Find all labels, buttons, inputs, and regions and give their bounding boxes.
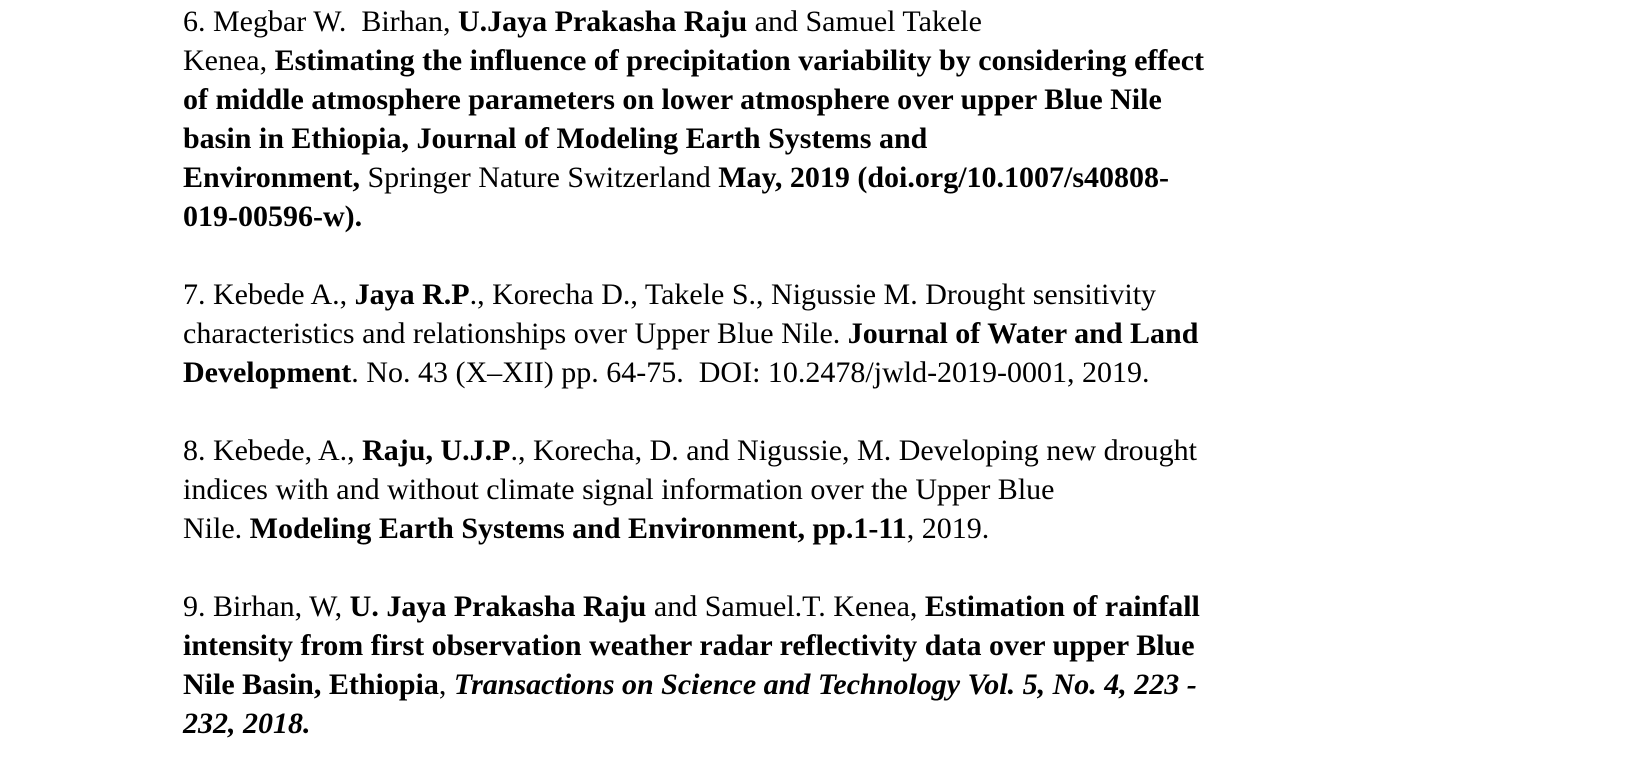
reference-item-8 [183, 431, 1483, 548]
reference-item-9 [183, 587, 1483, 743]
reference-line [183, 665, 1483, 704]
reference-text: 7. Kebede A., [183, 278, 355, 311]
reference-text: and Samuel Takele [747, 5, 982, 38]
reference-bold-text: Raju, U.J.P [362, 434, 511, 467]
reference-line [183, 626, 1483, 665]
reference-bold-text: Jaya R.P [354, 278, 470, 311]
reference-bold-text: of middle atmosphere parameters on lower atmosphere over upper Blue Nile [183, 83, 1162, 116]
reference-text: Springer Nature Switzerland [359, 161, 719, 194]
reference-line [183, 197, 1483, 236]
reference-bold-text: Journal of Water and Land [847, 317, 1199, 350]
reference-bold-text: Estimating the influence of precipitation variability by considering effect [274, 44, 1204, 77]
reference-bold-text: basin in Ethiopia, Journal of Modeling Earth Systems and [183, 122, 928, 155]
reference-text: characteristics and relationships over Upper Blue Nile. [183, 317, 848, 350]
reference-text: 6. Megbar W. Birhan, [183, 5, 458, 38]
reference-line [183, 2, 1483, 41]
reference-text: , 2019. [906, 512, 990, 545]
reference-line [183, 509, 1483, 548]
reference-text: Nile. [183, 512, 250, 545]
reference-line [183, 119, 1483, 158]
reference-bold-text: May, 2019 (doi.org/10.1007/s40808- [718, 161, 1170, 194]
reference-text: . No. 43 (X–XII) pp. 64-75. DOI: 10.2478/jwld-2019-0001, 2019. [351, 356, 1150, 389]
publication-list [183, 2, 1483, 772]
reference-bold-text: 019-00596-w). [183, 200, 363, 233]
reference-text: 9. Birhan, W, [183, 590, 350, 623]
reference-line [183, 41, 1483, 80]
reference-text: and Samuel.T. Kenea, [646, 590, 925, 623]
reference-line [183, 275, 1483, 314]
reference-journal-emphasis-text: Transactions on Science and Technology Vol. 5, No. 4, 223 - [453, 668, 1197, 701]
reference-line [183, 353, 1483, 392]
reference-item-7 [183, 275, 1483, 392]
reference-bold-text: U. Jaya Prakasha Raju [349, 590, 647, 623]
reference-text: 8. Kebede, A., [183, 434, 363, 467]
reference-text: ., Korecha, D. and Nigussie, M. Developing new drought [510, 434, 1197, 467]
reference-line [183, 80, 1483, 119]
reference-line [183, 587, 1483, 626]
reference-line [183, 431, 1483, 470]
reference-text: ., Korecha D., Takele S., Nigussie M. Drought sensitivity [469, 278, 1157, 311]
reference-journal-emphasis-text: 232, 2018. [183, 707, 311, 740]
reference-bold-text: intensity from first observation weather radar reflectivity data over upper Blue [183, 629, 1195, 662]
reference-text: indices with and without climate signal information over the Upper Blue [183, 473, 1055, 506]
reference-line [183, 704, 1483, 743]
reference-line [183, 470, 1483, 509]
reference-bold-text: U.Jaya Prakasha Raju [457, 5, 748, 38]
reference-bold-text: Estimation of rainfall [924, 590, 1200, 623]
reference-bold-text: Nile Basin, Ethiopia [183, 668, 439, 701]
reference-line [183, 314, 1483, 353]
reference-bold-text: Development [183, 356, 352, 389]
reference-text: Kenea, [183, 44, 275, 77]
reference-line [183, 158, 1483, 197]
reference-bold-text: Modeling Earth Systems and Environment, pp.1-11 [249, 512, 907, 545]
reference-bold-text: Environment, [183, 161, 360, 194]
reference-item-6 [183, 2, 1483, 236]
reference-text: , [438, 668, 454, 701]
